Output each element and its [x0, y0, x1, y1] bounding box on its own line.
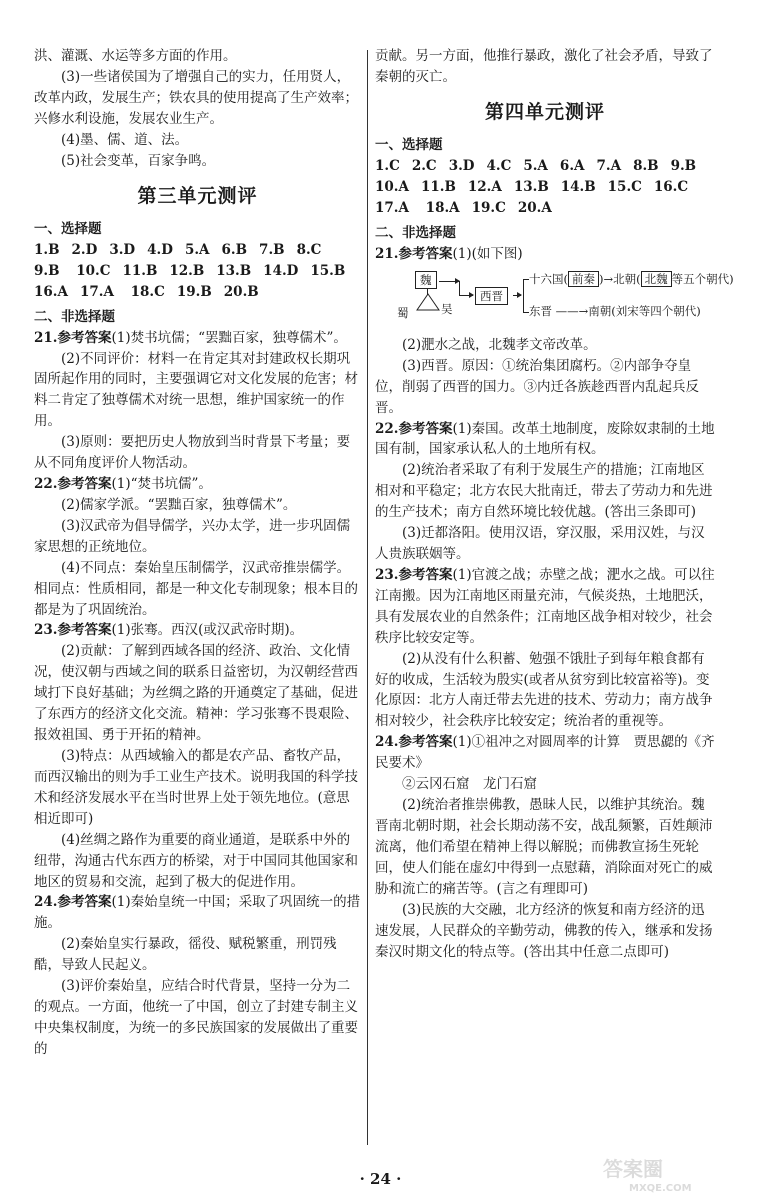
mcq-answer: 16.C — [653, 179, 689, 196]
mcq-answer: 19.B — [176, 283, 212, 300]
answer-paragraph: (2)淝水之战，北魏孝文帝改革。 — [402, 336, 597, 353]
question-24 — [34, 892, 361, 934]
mcq-answer: 20.B — [223, 283, 259, 300]
mcq-answer: 2.C — [411, 158, 437, 175]
label-shu: 蜀 — [397, 305, 409, 320]
question-number: 23. — [375, 566, 399, 583]
unit-3-title: 第三单元测评 — [137, 184, 258, 207]
mcq-answers — [375, 156, 715, 219]
answer-paragraph: (2)不同评价：材料一在肯定其对封建政权长期巩固所起作用的同时，主要强调它对文化发展的危害；材料二肯定了独尊儒术对统一思想，维护国家统一的作用。 — [34, 350, 358, 430]
answer-tag: 参考答案 — [57, 894, 112, 911]
question-21 — [375, 244, 715, 265]
answer-tag: 参考答案 — [57, 329, 112, 346]
answer-tag: 参考答案 — [398, 420, 453, 437]
mcq-answer: 9.B — [34, 262, 60, 279]
question-number: 22. — [34, 476, 58, 493]
answer-tag: 参考答案 — [398, 245, 453, 262]
mcq-answer: 7.B — [259, 241, 285, 258]
watermark-logo — [599, 1154, 749, 1194]
label-wu: 吴 — [441, 301, 453, 316]
answer-paragraph: (3)一些诸侯国为了增强自己的实力，任用贤人，改革内政，发展生产；铁农具的使用提高了生产效率；兴修水利设施，发展农业生产。 — [34, 68, 358, 127]
mcq-answer: 4.C — [486, 158, 512, 175]
answer-text: (1)秦国。改革土地制度，废除奴隶制的土地国有制，国家承认私人的土地所有权。 — [375, 420, 715, 458]
answer-paragraph: (4)不同点：秦始皇压制儒学，汉武帝推崇儒学。相同点：性质相同，都是一种文化专制现象；根本目的都是为了巩固统治。 — [34, 559, 358, 618]
mcq-answer: 14.B — [560, 179, 596, 196]
mcq-answer: 1.B — [34, 241, 60, 258]
answer-tag: 参考答案 — [57, 476, 112, 493]
mcq-answer: 4.D — [147, 241, 173, 258]
triangle-shape — [416, 293, 440, 311]
label-to-beichao: )→北朝( — [599, 271, 641, 286]
question-number: 21. — [375, 245, 399, 262]
mcq-answer: 12.A — [467, 179, 502, 196]
dynasty-diagram — [397, 269, 734, 331]
mcq-answer: 11.B — [122, 262, 158, 279]
answer-paragraph: (3)特点：从西域输入的都是农产品、畜牧产品，而西汉输出的则为手工业生产技术。说明我国的科学技术和经济发展水平在当时世界上处于领先地位。(意思相近即可) — [34, 748, 358, 827]
mcq-heading: 一、选择题 — [375, 137, 443, 154]
mcq-answer: 19.C — [471, 200, 506, 217]
page-number: · 24 · — [359, 1170, 402, 1188]
mcq-answer: 6.B — [221, 241, 248, 258]
connector-line — [459, 281, 460, 295]
answer-paragraph: (3)评价秦始皇，应结合时代背景，坚持一分为二的观点。一方面，他统一了中国，创立了封建专制主义中央集权制度，为统一的多民族国家的发展做出了重要的 — [34, 978, 358, 1057]
mcq-answer: 15.C — [607, 179, 642, 196]
mcq-answer: 5.A — [184, 241, 210, 258]
label-beichao-tail: 等五个朝代) — [671, 271, 734, 286]
right-column — [375, 46, 734, 962]
mcq-answer: 7.A — [596, 158, 622, 175]
mcq-answer: 18.C — [130, 283, 165, 300]
answer-paragraph: (3)民族的大交融，北方经济的恢复和南方经济的迅速发展，人民群众的辛勤劳动，佛教的传入，继承和发扬秦汉时期文化的特点等。(答出其中任意二点即可) — [375, 901, 713, 960]
answer-paragraph: (2)秦始皇实行暴政，徭役、赋税繁重，刑罚残酷，导致人民起义。 — [34, 936, 337, 974]
mcq-answer: 12.B — [169, 262, 205, 279]
box-xijin: 西晋 — [475, 287, 508, 305]
mcq-answer: 3.D — [109, 241, 136, 258]
answer-paragraph: (5)社会变革，百家争鸣。 — [61, 152, 216, 169]
answer-text: (1)张骞。西汉(或汉武帝时期)。 — [111, 622, 304, 639]
answer-text: (1)官渡之战；赤壁之战；淝水之战。可以往江南搬。因为江南地区雨量充沛，气候炎热，土地肥沃，具有发展农业的自然条件；江南地区战争相对较少，社会秩序比较安定等。 — [375, 566, 715, 646]
box-qianqin: 前秦 — [568, 271, 599, 287]
answer-paragraph: (2)贡献：了解到西域各国的经济、政治、文化情况，使汉朝与西域之间的联系日益密切，为汉朝经营西域打下良好基础；为丝绸之路的开通奠定了基础，促进了东西方的经济文化交流。精神：学习张骞不畏艰险、报效祖国、勇于开拓的精神。 — [34, 643, 358, 744]
mcq-answer: 18.A — [425, 200, 460, 217]
mcq-answer: 9.B — [670, 158, 697, 175]
answer-text: (1)①祖冲之对圆周率的计算 贾思勰的《齐民要术》 — [375, 734, 715, 772]
answer-paragraph: ②云冈石窟 龙门石窟 — [402, 776, 537, 793]
answer-paragraph: (3)汉武帝为倡导儒学，兴办太学，进一步巩固儒家思想的正统地位。 — [34, 517, 351, 555]
question-22 — [34, 474, 361, 495]
question-number: 24. — [34, 894, 58, 911]
mcq-answer: 10.A — [375, 179, 409, 196]
left-column — [34, 46, 361, 1060]
mcq-answers — [34, 240, 361, 303]
question-23 — [375, 565, 715, 649]
mcq-answer: 8.C — [296, 241, 322, 258]
answer-tag: 参考答案 — [57, 622, 112, 639]
box-beiwei: 北魏 — [641, 271, 672, 287]
mcq-answer: 6.A — [559, 158, 585, 175]
question-23 — [34, 620, 361, 641]
arrow-to-xijin — [459, 295, 473, 296]
mcq-answer: 14.D — [263, 262, 299, 279]
mcq-answer: 10.C — [76, 262, 111, 279]
mcq-answer: 5.A — [523, 158, 548, 175]
mcq-answer: 11.B — [420, 179, 456, 196]
watermark-main: 答案圈 — [603, 1157, 663, 1181]
answer-paragraph: (2)统治者推崇佛教，愚昧人民，以维护其统治。魏晋南北朝时期，社会长期动荡不安，战乱频繁，百姓颠沛流离，他们希望在精神上得以解脱；而佛教宣扬生死轮回，使人们能在虚幻中得到一点慰藉，消除面对死亡的威胁和流亡的痛苦等。(言之有理即可) — [375, 797, 713, 897]
dongjin-line: 东晋 ——→南朝(刘宋等四个朝代) — [529, 303, 701, 318]
mcq-heading: 一、选择题 — [34, 220, 102, 237]
label-shiliuguo: 十六国( — [529, 271, 568, 286]
column-divider — [367, 50, 368, 1145]
mcq-answer: 3.D — [448, 158, 475, 175]
answer-paragraph: (3)西晋。原因：①统治集团腐朽。②内部争夺皇位，削弱了西晋的国力。③内迁各族趁西晋内乱起兵反晋。 — [375, 357, 699, 416]
answer-paragraph: (4)丝绸之路作为重要的商业通道，是联系中外的纽带，沟通古代东西方的桥梁，对于中国同其他国家和地区的贸易和交流，起到了极大的促进作用。 — [34, 831, 358, 890]
non-mcq-heading: 二、非选择题 — [34, 308, 115, 325]
answer-paragraph: (3)原则：要把历史人物放到当时背景下考量；要从不同角度评价人物活动。 — [34, 434, 351, 472]
arrow-to-xijin — [439, 281, 459, 282]
cont-line: 洪、灌溉、水运等多方面的作用。 — [34, 48, 237, 64]
question-number: 24. — [375, 734, 399, 751]
mcq-answer: 20.A — [517, 200, 552, 217]
shiliuguo-line — [529, 271, 734, 287]
answer-text: (1)焚书坑儒；“罢黜百家，独尊儒术”。 — [111, 329, 347, 346]
answer-text: (1)秦始皇统一中国；采取了巩固统一的措施。 — [34, 894, 361, 932]
box-wei: 魏 — [415, 271, 437, 289]
question-number: 22. — [375, 420, 399, 437]
mcq-answer: 17.A — [79, 283, 114, 300]
answer-paragraph: (2)儒家学派。“罢黜百家，独尊儒术”。 — [61, 496, 297, 513]
arrow-split — [513, 295, 521, 296]
watermark-sub: MXQE.COM — [629, 1183, 692, 1194]
answer-paragraph: (2)统治者采取了有利于发展生产的措施；江南地区相对和平稳定；北方农民大批南迁，带去了劳动力和先进的生产技术；南方自然环境比较优越。(答出三条即可) — [375, 462, 713, 521]
mcq-answer: 15.B — [310, 262, 346, 279]
cont-line: 贡献。另一方面，他推行暴政，激化了社会矛盾，导致了秦朝的灭亡。 — [375, 48, 713, 85]
question-24 — [375, 732, 715, 774]
mcq-answer: 1.C — [375, 158, 400, 175]
answer-paragraph: (2)从没有什么积蓄、勉强不饿肚子到每年粮食都有好的收成，生活较为殷实(或者从贫穷到比较富裕等)。变化原因：北方人南迁带去先进的技术、劳动力；南方战争相对较少，社会秩序比较安定；统治者的重视等。 — [375, 650, 713, 730]
answer-paragraph: (4)墨、儒、道、法。 — [61, 131, 189, 148]
mcq-answer: 13.B — [216, 262, 252, 279]
question-21 — [34, 328, 361, 349]
question-number: 21. — [34, 329, 58, 346]
mcq-answer: 8.B — [633, 158, 659, 175]
answer-tag: 参考答案 — [398, 734, 453, 751]
question-number: 23. — [34, 622, 58, 639]
non-mcq-heading: 二、非选择题 — [375, 224, 456, 241]
mcq-answer: 17.A — [375, 200, 409, 217]
unit-4-title: 第四单元测评 — [484, 100, 605, 123]
mcq-answer: 2.D — [71, 241, 98, 258]
answer-text: (1)“焚书坑儒”。 — [111, 476, 212, 493]
answer-tag: 参考答案 — [398, 566, 453, 583]
mcq-answer: 16.A — [34, 283, 68, 300]
mcq-answer: 13.B — [513, 179, 549, 196]
answer-text: (1)(如下图) — [452, 245, 523, 262]
question-22 — [375, 419, 715, 461]
answer-paragraph: (3)迁都洛阳。使用汉语，穿汉服，采用汉姓，与汉人贵族联姻等。 — [375, 525, 705, 563]
